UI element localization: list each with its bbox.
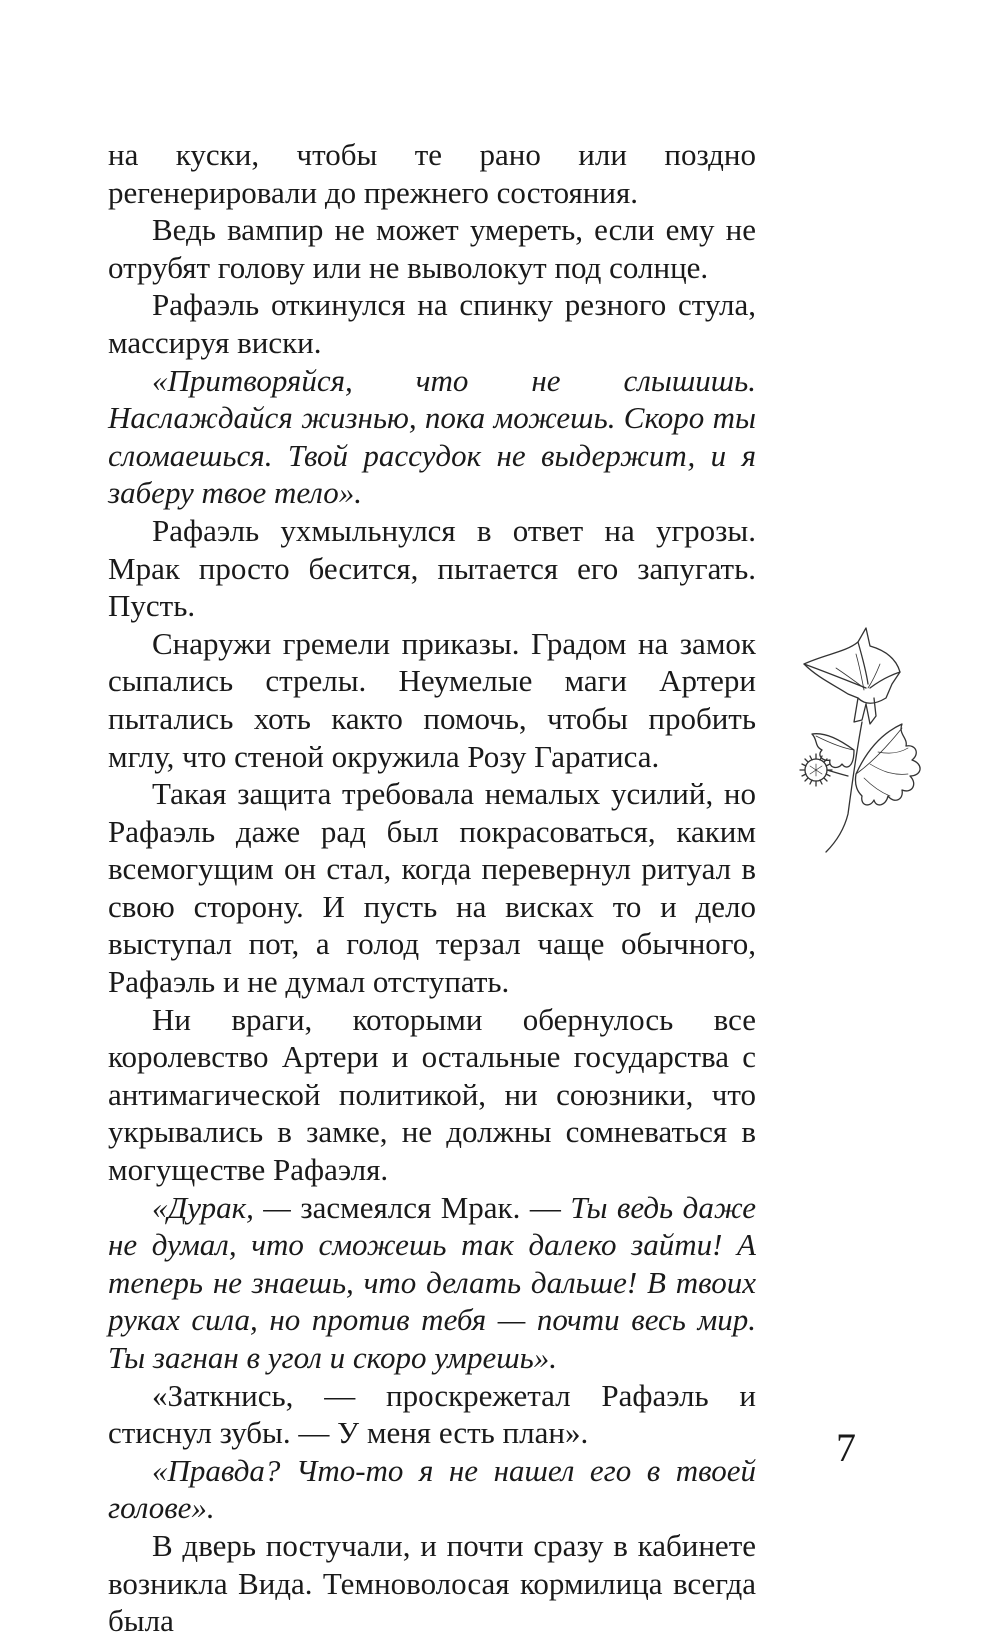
paragraph: Ведь вампир не может умереть, если ему не отрубят голову или не выволокут под солнце. bbox=[108, 212, 756, 285]
paragraph: Рафаэль ухмыльнулся в ответ на угрозы. Мрак просто бесится, пытается его запугать. Пусть. bbox=[108, 512, 756, 624]
body-text bbox=[108, 136, 756, 1640]
paragraph: В дверь постучали, и почти сразу в кабинете возникла Вида. Темноволосая кормилица всегда была bbox=[108, 1527, 756, 1639]
italic-quote: «Притворяйся, что не слышишь. Наслаждайся жизнью, пока можешь. Скоро ты сломаешься. Твой рассудок не выдержит, и я заберу твое тело». bbox=[108, 362, 756, 511]
speech-tag: засмеялся Мрак. — bbox=[300, 1189, 561, 1225]
paragraph: Снаружи гремели приказы. Градом на замок сыпались стрелы. Неумелые маги Артери пытались хоть както помочь, чтобы пробить мглу, что стеной окружила Розу Гаратиса. bbox=[108, 625, 756, 774]
paragraph-continued: на куски, чтобы те рано или поздно регенерировали до прежнего состояния. bbox=[108, 137, 756, 210]
page-number: 7 bbox=[836, 1425, 856, 1470]
paragraph-italic bbox=[108, 1452, 756, 1527]
paragraph: Такая защита требовала немалых усилий, но Рафаэль даже рад был покрасоваться, каким всемогущим он стал, когда перевернул ритуал в свою сторону. И пусть на висках то и дело выступал пот, а голод терзал чаще обычного, Рафаэль и не думал отступать. bbox=[108, 776, 756, 1000]
paragraph: Рафаэль откинулся на спинку резного стула, массируя виски. bbox=[108, 287, 756, 360]
flower-icon bbox=[796, 624, 946, 856]
italic-quote: Ты ведь даже не думал, что сможешь так далеко зайти! А теперь не знаешь, что делать дальше! В твоих руках сила, но против тебя — почти весь мир. Ты загнан в угол и скоро умрешь». bbox=[108, 1189, 757, 1375]
italic-quote: «Правда? Что-то я не нашел его в твоей голове». bbox=[108, 1452, 756, 1526]
paragraph: Ни враги, которыми обернулось все королевство Артери и остальные государства с антимагической политикой, ни союзники, что укрывались в замке, не должны сомневаться в могуществе Рафаэля. bbox=[108, 1001, 756, 1188]
paragraph: «Заткнись, — проскрежетал Рафаэль и стиснул зубы. — У меня есть план». bbox=[108, 1377, 756, 1451]
italic-quote: «Дурак, — bbox=[152, 1189, 291, 1225]
paragraph-mixed bbox=[108, 1189, 756, 1377]
paragraph-italic bbox=[108, 362, 756, 512]
